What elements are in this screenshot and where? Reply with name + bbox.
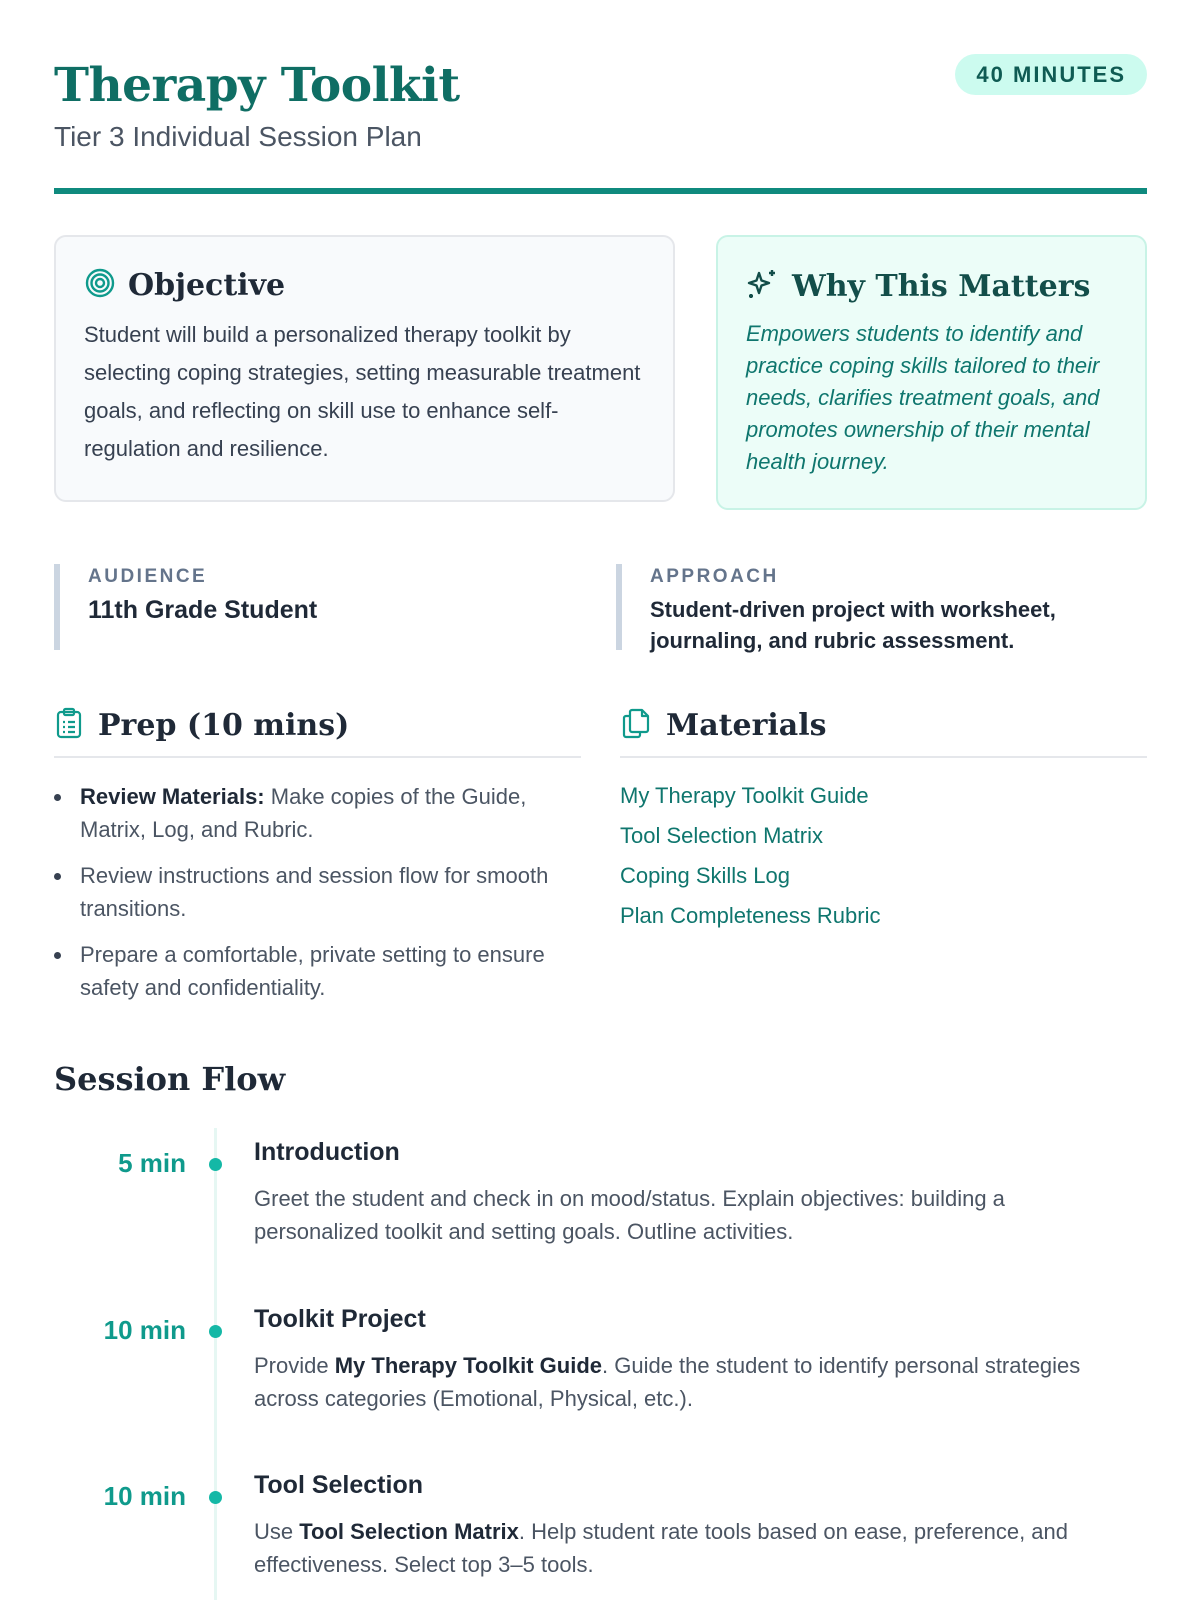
prep-item-bold: Review Materials: xyxy=(80,784,265,809)
objective-heading: Objective xyxy=(128,268,286,303)
session-flow-heading: Session Flow xyxy=(54,1060,286,1098)
step-desc-text: Greet the student and check in on mood/status. Explain objectives: building a personalized toolkit and setting goals. Outline activities. xyxy=(254,1186,1005,1244)
step-desc-text: . Help student rate tools based on ease, preference, and effectiveness. Select top 3–5 tools. xyxy=(254,1519,1069,1577)
step-description xyxy=(254,1182,1134,1248)
prep-item-text: Prepare a comfortable, private setting to ensure safety and confidentiality. xyxy=(80,942,545,1000)
step-desc-bold: Tool Selection Matrix xyxy=(299,1519,519,1544)
page-title: Therapy Toolkit xyxy=(54,58,460,113)
objective-header xyxy=(84,267,645,304)
step-time: 10 min xyxy=(103,1481,186,1511)
materials-list xyxy=(620,780,1147,931)
step-description xyxy=(254,1515,1134,1581)
objective-text: Student will build a personalized therapy toolkit by selecting coping strategies, setting measurable treatment goals, and reflecting on skill use to enhance self-regulation and resilience. xyxy=(84,322,641,461)
prep-item-text: Make copies of the Guide, Matrix, Log, and Rubric. xyxy=(80,784,527,842)
material-link[interactable]: My Therapy Toolkit Guide xyxy=(620,783,869,808)
audience-label: AUDIENCE xyxy=(88,566,208,587)
why-header xyxy=(746,267,1117,306)
step-time: 5 min xyxy=(118,1148,186,1178)
material-link[interactable]: Tool Selection Matrix xyxy=(620,823,823,848)
prep-item xyxy=(54,780,581,846)
approach-value: Student-driven project with worksheet, journaling, and rubric assessment. xyxy=(650,597,1056,653)
timeline-dot xyxy=(209,1325,222,1338)
step-desc-text: . Guide the student to identify personal strategies across categories (Emotional, Physical, etc.). xyxy=(254,1353,1081,1411)
copy-files-icon xyxy=(620,707,652,744)
audience-value: 11th Grade Student xyxy=(88,596,318,624)
prep-item-text: Review instructions and session flow for smooth transitions. xyxy=(80,863,549,921)
duration-badge: 40 MINUTES xyxy=(955,54,1147,95)
material-link[interactable]: Plan Completeness Rubric xyxy=(620,903,881,928)
session-plan-page xyxy=(54,0,1147,1600)
step-time: 10 min xyxy=(103,1315,186,1345)
materials-header xyxy=(620,706,1147,758)
approach-label: APPROACH xyxy=(650,566,779,587)
page-subtitle: Tier 3 Individual Session Plan xyxy=(54,121,422,152)
sparkles-icon xyxy=(746,267,780,306)
prep-item xyxy=(54,859,581,925)
clipboard-icon xyxy=(54,707,84,744)
why-this-matters-card xyxy=(716,235,1147,510)
materials-section xyxy=(620,706,1147,940)
step-description xyxy=(254,1349,1134,1415)
step-title: Toolkit Project xyxy=(254,1305,426,1333)
material-link[interactable]: Coping Skills Log xyxy=(620,863,790,888)
timeline-dot xyxy=(209,1158,222,1171)
page-header xyxy=(54,0,1147,194)
prep-section xyxy=(54,706,581,1017)
why-heading: Why This Matters xyxy=(792,269,1091,304)
step-title: Introduction xyxy=(254,1138,400,1166)
timeline-dot xyxy=(209,1491,222,1504)
step-desc-text: Use xyxy=(254,1519,300,1544)
step-title: Tool Selection xyxy=(254,1471,423,1499)
why-text: Empowers students to identify and practice coping skills tailored to their needs, clarifies treatment goals, and promotes ownership of their mental health journey. xyxy=(746,321,1100,474)
timeline-line xyxy=(214,1128,217,1600)
materials-heading: Materials xyxy=(666,707,827,743)
audience-block xyxy=(54,564,554,650)
step-desc-text: Provide xyxy=(254,1353,335,1378)
target-icon xyxy=(84,267,116,304)
step-desc-bold: My Therapy Toolkit Guide xyxy=(334,1353,603,1378)
prep-header xyxy=(54,706,581,758)
prep-item xyxy=(54,938,581,1004)
objective-card xyxy=(54,235,675,502)
approach-block xyxy=(616,564,1147,653)
prep-list xyxy=(54,780,581,1004)
prep-heading: Prep (10 mins) xyxy=(98,707,350,743)
